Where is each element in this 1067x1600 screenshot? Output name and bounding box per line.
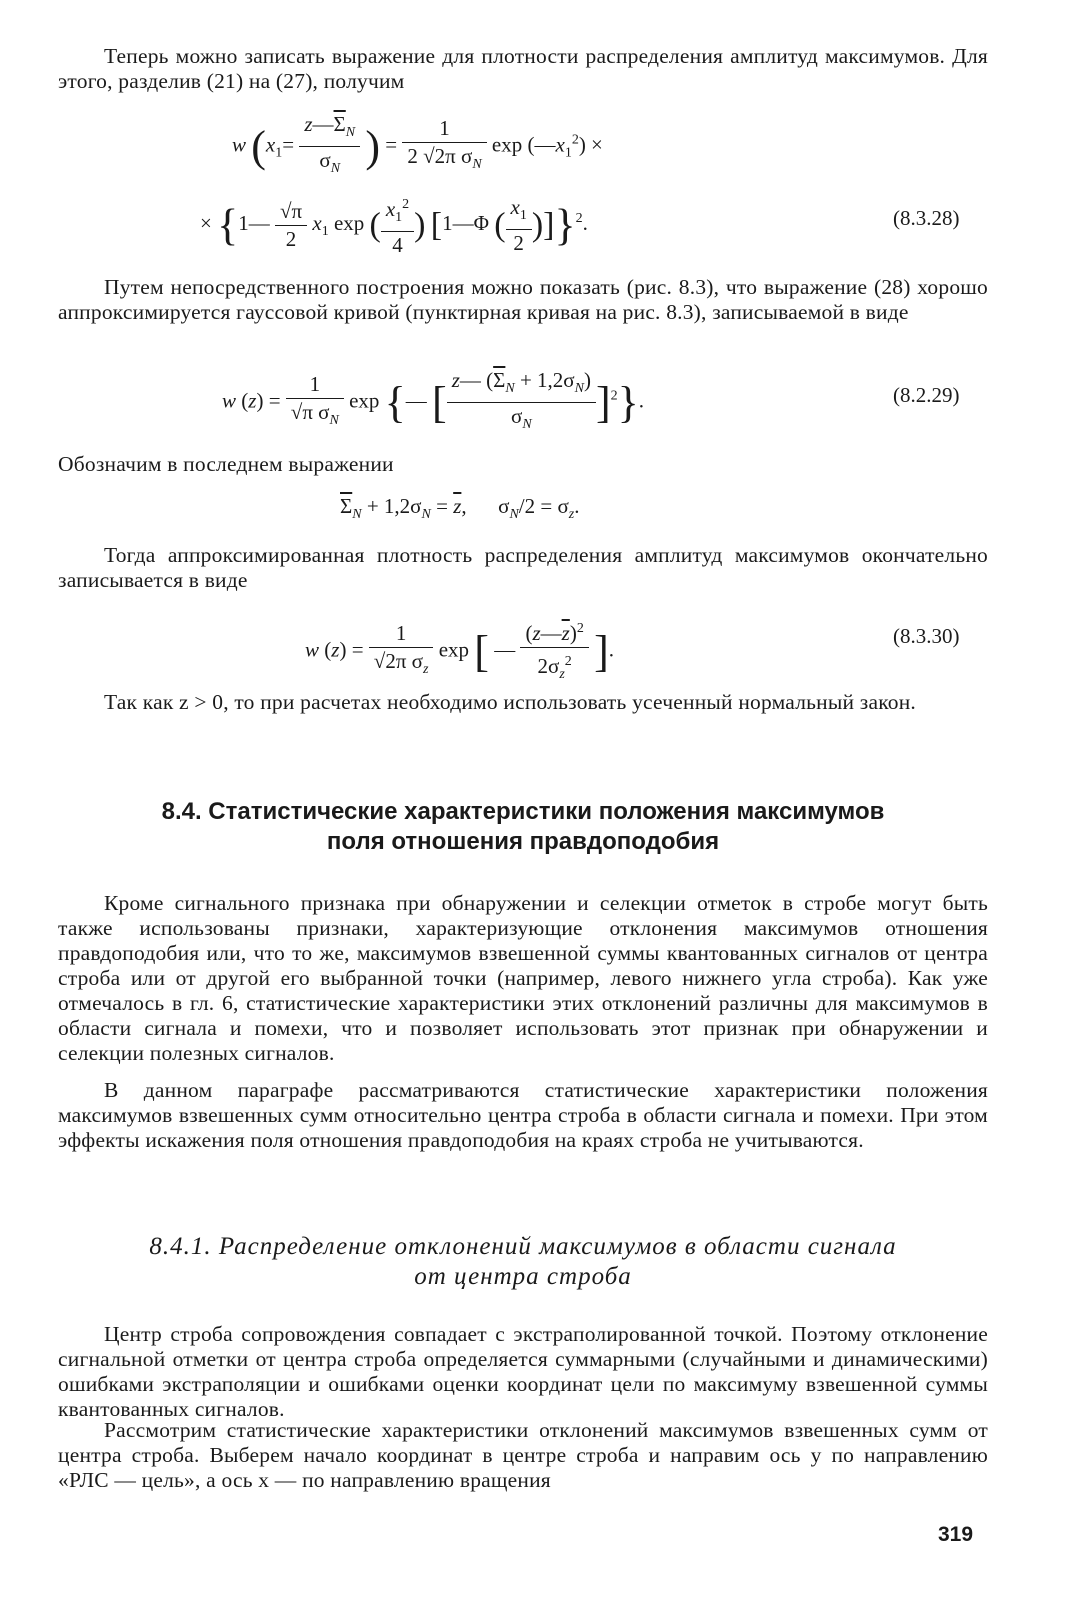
equation-number-29: (8.2.29) xyxy=(893,383,960,407)
paragraph-signal-features: Кроме сигнального признака при обнаружении и селекции отметок в стробе могут быть также использованы признаки, характеризующие отклонения максимумов отношения правдоподобия или, что то же, максимумов взвешенной суммы квантованных сигналов от центра строба или от другой его выбранной точки (например, левого нижнего угла строба). Как уже отмечалось в гл. 6, статистические характеристики этих отклонений различны для максимумов в области сигнала и помехи, что и позволяет использовать этот признак при обнаружении и селекции полезных сигналов. xyxy=(58,891,988,1065)
paragraph-approximation: Путем непосредственного построения можно показать (рис. 8.3), что выражение (28) хорошо аппроксимируется гауссовой кривой (пунктирная кривая на рис. 8.3), записываемой в виде xyxy=(58,275,988,324)
section-heading-line1: 8.4. Статистические характеристики положения максимумов xyxy=(161,798,885,825)
formula-8-3-28-line1: w ($x_1=$ $\frac{z—\overline{\Sigma}_N}{\sigma_N}$ ) = $\frac{1}{2 √2\pi \sigma_N}$ $\exp (—x_1^2)$ × xyxy=(232,112,603,177)
equation-number-28: (8.3.28) xyxy=(893,206,960,230)
formula-8-2-29: w (z) = $\frac{1}{√\pi \sigma_N}$ exp {— [ $\frac{z— (\overline{\Sigma}_N + 1,2\sigma_N)}{\sigma_N}$ ]$^2$}. xyxy=(222,368,645,433)
paragraph-truncated-law: Так как z > 0, то при расчетах необходимо использовать усеченный нормальный закон. xyxy=(104,690,916,714)
section-heading-line2: поля отношения правдоподобия xyxy=(326,828,720,855)
equation-number-30: (8.3.30) xyxy=(893,624,960,648)
subsection-heading-line2: от центра строба xyxy=(414,1263,632,1290)
paragraph-final-density: Тогда аппроксимированная плотность распределения амплитуд максимумов окончательно записывается в виде xyxy=(58,543,988,592)
paragraph-denote: Обозначим в последнем выражении xyxy=(58,452,394,476)
formula-8-3-30: w (z) = $\frac{1}{√2\pi \sigma_z}$ exp [ — $\frac{(z—\overline{z})^2}{2\sigma_z^2}$ ]. xyxy=(305,616,614,687)
formula-8-3-28-line2: × {1— $\frac{√\pi}{2}$ $x_1$ exp ( $\frac{x_1^2}{4}$ ) [1—Φ ( $\frac{x_1}{2}$ )]}$^2$. xyxy=(200,192,588,258)
subsection-heading xyxy=(58,1232,988,1292)
subsection-heading-line1: 8.4.1. Распределение отклонений максимумов в области сигнала xyxy=(149,1233,897,1260)
paragraph-gate-center: Центр строба сопровождения совпадает с экстраполированной точкой. Поэтому отклонение сигнальной отметки от центра строба определяется суммарными (случайными и динамическими) ошибками экстраполяции и ошибками оценки координат цели по максимуму взвешенной суммы квантованных сигналов. xyxy=(58,1322,988,1421)
paragraph-section-scope: В данном параграфе рассматриваются статистические характеристики положения максимумов взвешенных сумм относительно центра строба в области сигнала и помехи. При этом эффекты искажения поля отношения правдоподобия на краях строба не учитываются. xyxy=(58,1078,988,1152)
section-heading xyxy=(58,797,988,857)
paragraph-intro: Теперь можно записать выражение для плотности распределения амплитуд максимумов. Для этого, разделив (21) на (27), получим xyxy=(58,44,988,93)
page-number: 319 xyxy=(938,1523,974,1546)
formula-substitution: $\overline{\Sigma}_N + 1,2\sigma_N = \overline{z}$, $\sigma_N/2 = \sigma_z$. xyxy=(340,494,580,523)
paragraph-coordinates: Рассмотрим статистические характеристики отклонений максимумов взвешенных сумм от центра строба. Выберем начало координат в центре строба и направим ось y по направлению «РЛС — цель», а ось x — по направлению вращения xyxy=(58,1418,988,1492)
